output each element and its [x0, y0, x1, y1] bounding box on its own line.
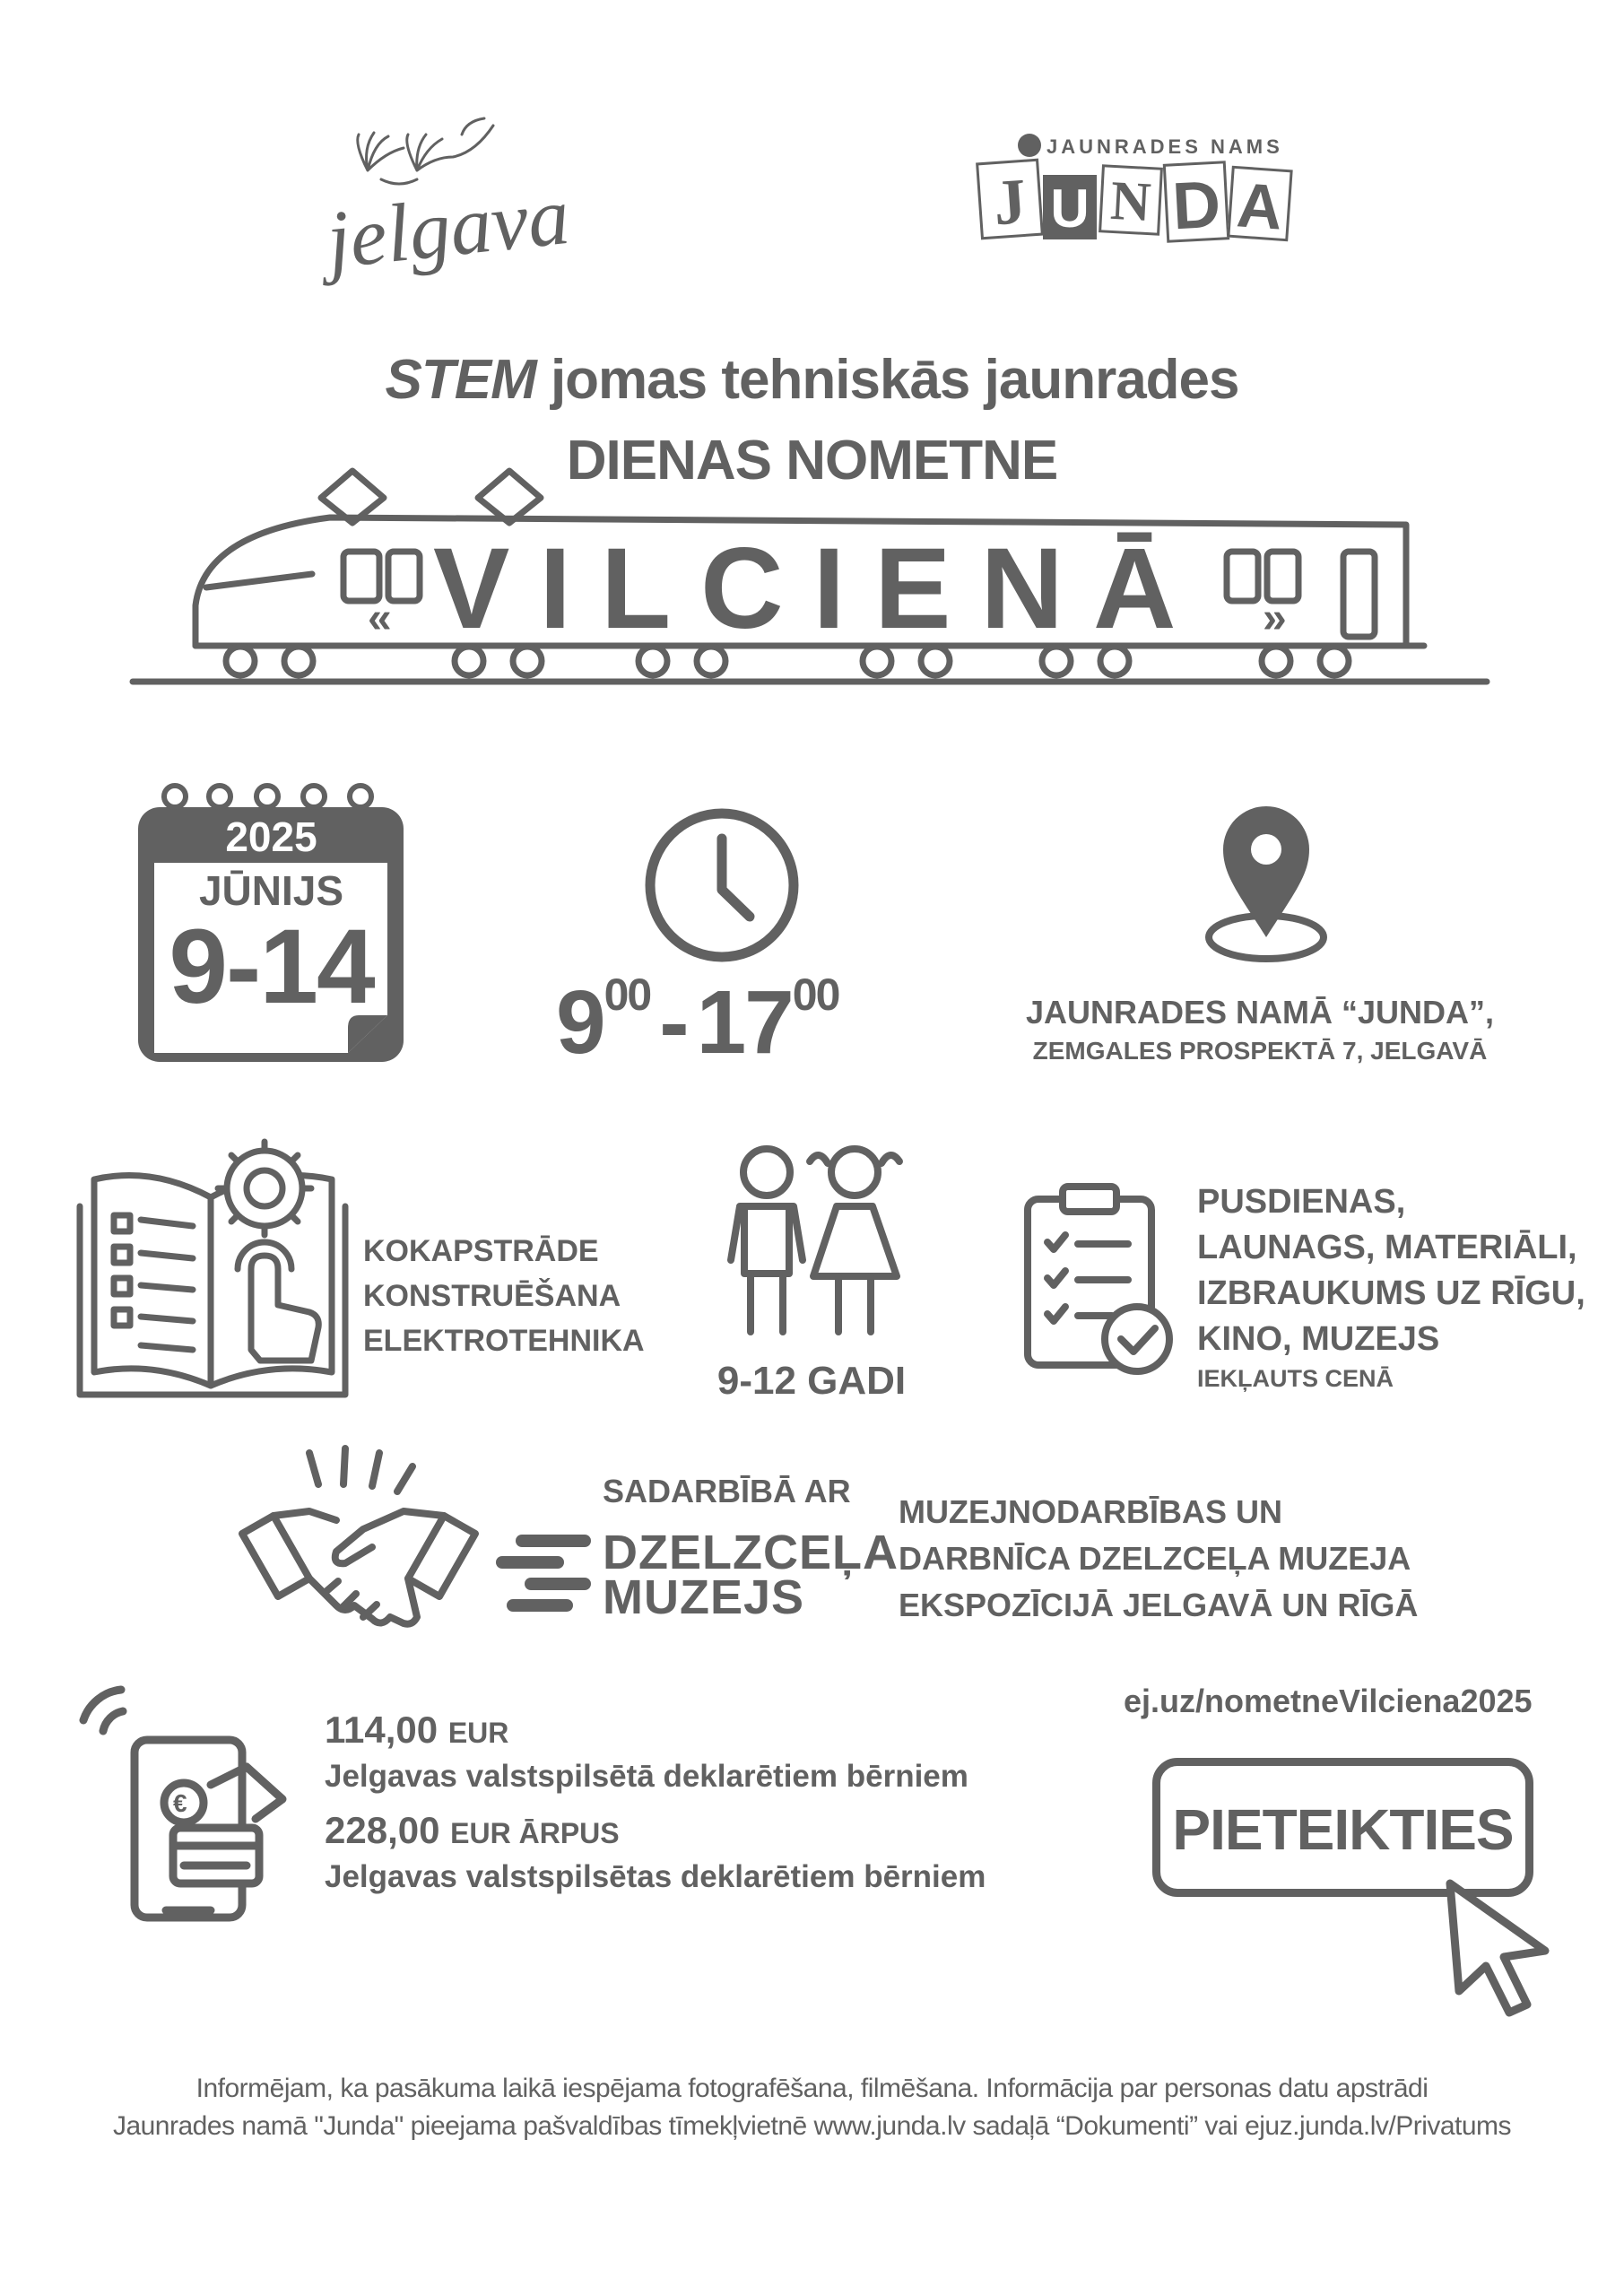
price-1-currency: EUR	[447, 1717, 509, 1749]
age-range: 9-12 GADI	[716, 1359, 907, 1403]
price-1-description: Jelgavas valstspilsētā deklarētiem bērniem	[325, 1759, 968, 1794]
included-item: KINO, MUZEJS	[1197, 1320, 1440, 1358]
handshake-icon	[238, 1448, 480, 1641]
clock	[644, 807, 801, 964]
partner-description	[899, 1489, 1418, 1629]
title-line-1-rest: jomas tehniskās jaunrades	[550, 349, 1239, 411]
jelgava-logo	[318, 108, 659, 287]
title-line-2: DIENAS NOMETNE	[566, 430, 1058, 491]
signup-button-label: PIETEIKTIES	[1172, 1797, 1514, 1862]
location-line-1: JAUNRADES NAMĀ “JUNDA”,	[1025, 994, 1495, 1031]
price-2-amount: 228,00	[325, 1809, 440, 1851]
calendar-year: 2025	[225, 813, 317, 860]
included-item: PUSDIENAS,	[1197, 1183, 1406, 1221]
clock-icon	[644, 807, 801, 964]
junda-logo	[973, 130, 1305, 256]
junda-letter-u: U	[1043, 175, 1097, 239]
phone-payment	[76, 1684, 291, 1922]
activities-list	[363, 1229, 645, 1363]
junda-letter-a: A	[1227, 166, 1292, 242]
railway-museum-logo-icon	[495, 1525, 594, 1623]
train-left-arrows: «	[368, 595, 392, 642]
train-graphic	[133, 462, 1496, 695]
children-icon	[713, 1144, 910, 1341]
checklist	[1022, 1179, 1179, 1377]
included-list	[1197, 1179, 1585, 1395]
railway-museum-line-1: DZELZCEĻA	[603, 1526, 899, 1579]
phone-payment-icon	[76, 1684, 291, 1922]
footer-line-2: Jaunrades namā "Junda" pieejama pašvaldības tīmekļvietnē www.junda.lv sadaļā “Dokumenti” vai ejuz.junda.lv/Privatums	[112, 2111, 1512, 2141]
time-end-hour: 17	[696, 972, 793, 1073]
svg-text:€: €	[173, 1789, 187, 1817]
price-block	[325, 1709, 986, 1895]
title-line-1	[0, 348, 1624, 412]
train-right-arrows: »	[1263, 595, 1287, 642]
junda-letter-j: J	[976, 159, 1044, 240]
moose-antlers-icon	[318, 108, 659, 287]
book-gear	[76, 1126, 350, 1399]
time-range	[556, 969, 838, 1074]
time-start-min: 00	[604, 970, 651, 1020]
partner-label: SADARBĪBĀ AR	[603, 1473, 851, 1509]
junda-dot	[1018, 134, 1041, 157]
calendar	[135, 780, 408, 1067]
children	[713, 1144, 910, 1341]
activity-item: ELEKTROTEHNIKA	[363, 1324, 645, 1358]
price-2-currency: EUR ĀRPUS	[450, 1817, 620, 1849]
railway-museum-logo	[495, 1525, 899, 1624]
time-dash: -	[659, 972, 688, 1073]
included-note: IEKĻAUTS CENĀ	[1197, 1365, 1394, 1392]
junda-top-label: JAUNRADES NAMS	[1046, 135, 1283, 158]
calendar-month: JŪNIJS	[198, 867, 344, 914]
checklist-icon	[1022, 1179, 1179, 1377]
time-end-min: 00	[792, 970, 839, 1020]
partner-desc-line: DARBNĪCA DZELZCEĻA MUZEJA	[899, 1540, 1411, 1577]
signup-url[interactable]: ej.uz/nometneVilciena2025	[1124, 1683, 1533, 1719]
price-1	[325, 1709, 986, 1759]
price-1-amount: 114,00	[325, 1709, 439, 1751]
train-word: VILCIENĀ	[433, 525, 1206, 653]
map-pin-icon	[1202, 803, 1332, 964]
cursor-arrow-icon	[1439, 1874, 1556, 2018]
partner-desc-line: MUZEJNODARBĪBAS UN	[899, 1493, 1283, 1530]
stem-word: STEM	[385, 349, 536, 411]
footer-line-1: Informējam, ka pasākuma laikā iespējama fotografēšana, filmēšana. Informācija par personas datu apstrādi	[195, 2074, 1429, 2103]
price-2-description: Jelgavas valstspilsētas deklarētiem bērniem	[325, 1859, 986, 1894]
location-line-2: ZEMGALES PROSPEKTĀ 7, JELGAVĀ	[1032, 1037, 1488, 1065]
calendar-days: 9-14	[169, 908, 374, 1026]
included-item: LAUNAGS, MATERIĀLI,	[1197, 1229, 1577, 1266]
price-2	[325, 1809, 986, 1859]
partner-desc-line: EKSPOZĪCIJĀ JELGAVĀ UN RĪGĀ	[899, 1587, 1419, 1623]
railway-museum-line-2: MUZEJS	[603, 1570, 805, 1624]
time-start-hour: 9	[556, 972, 604, 1073]
junda-letter-d: D	[1163, 161, 1230, 243]
book-gear-icon	[76, 1126, 350, 1399]
included-item: IZBRAUKUMS UZ RĪGU,	[1197, 1274, 1585, 1312]
handshake	[238, 1448, 480, 1641]
activity-item: KONSTRUĒŠANA	[363, 1279, 621, 1313]
location-pin	[1202, 803, 1332, 964]
jelgava-wordmark: jelgava	[322, 169, 574, 286]
activity-item: KOKAPSTRĀDE	[363, 1234, 599, 1268]
cursor	[1439, 1874, 1556, 2018]
junda-letter-n: N	[1099, 164, 1163, 235]
